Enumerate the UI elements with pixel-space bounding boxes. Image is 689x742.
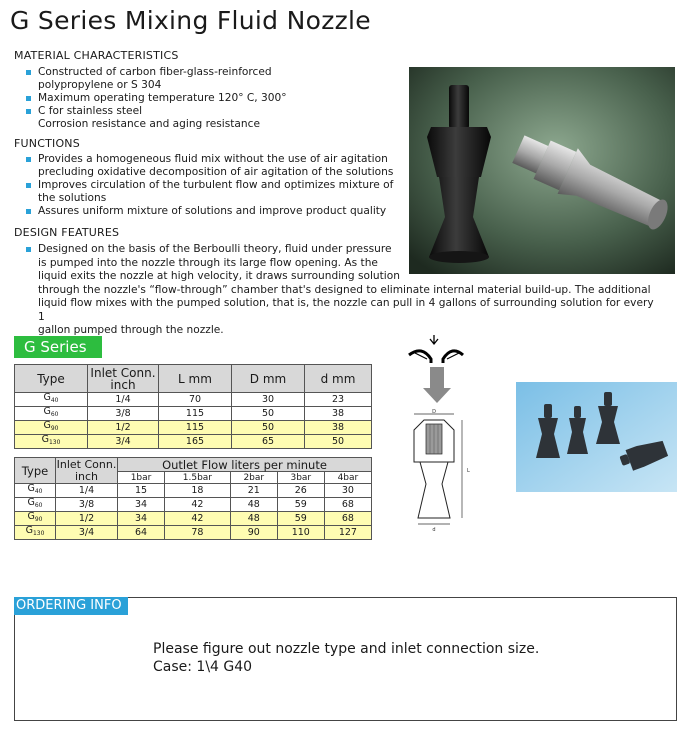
type-cell: G [27,483,35,494]
flow-table [14,457,372,540]
page-title: G Series Mixing Fluid Nozzle [10,6,371,35]
dimension-label: L [467,468,470,474]
functions-heading: FUNCTIONS [14,137,80,150]
type-cell: G [27,511,35,522]
column-header: Type [15,458,56,484]
table-row [15,484,372,498]
ordering-info-tab: ORDERING INFO [14,597,128,615]
table-cell: 3/8 [56,498,118,512]
table-cell: 3/8 [88,407,159,421]
ordering-info-text [153,640,539,676]
table-cell: 1/2 [88,421,159,435]
ordering-line: Please figure out nozzle type and inlet connection size. [153,641,540,657]
table-cell: 70 [159,393,232,407]
table-row [15,526,372,540]
table-cell: 1/4 [56,484,118,498]
type-cell: G [25,525,33,536]
series-label: G Series [14,336,102,358]
column-header: Inlet Conn. inch [56,457,117,483]
list-item: Constructed of carbon fiber-glass-reinforced [26,66,287,79]
table-cell: 1/2 [56,512,118,526]
table-cell: 50 [232,421,305,435]
table-cell: 26 [277,484,324,498]
table-row [15,512,372,526]
table-cell: 127 [324,526,371,540]
pressure-header: 1.5bar [165,472,231,484]
table-cell: 30 [232,393,305,407]
type-subscript: 40 [34,488,43,495]
list-item: Assures uniform mixture of solutions and improve product quality [26,205,393,218]
table-cell: 34 [118,512,165,526]
text-line: gallon pumped through the nozzle. [38,324,224,336]
list-item: the solutions [38,192,107,204]
table-cell: 165 [159,435,232,449]
table-cell: 15 [118,484,165,498]
table-cell: 1/4 [88,393,159,407]
table-cell: 42 [165,498,231,512]
type-subscript: 90 [34,516,43,523]
pressure-header: 4bar [324,472,371,484]
table-row [15,393,372,407]
list-item: Provides a homogeneous fluid mix without the use of air agitation [26,153,393,166]
type-subscript: 130 [48,439,61,446]
table-row [15,498,372,512]
table-cell: 38 [305,407,372,421]
type-cell: G [41,434,49,445]
table-cell: 18 [165,484,231,498]
column-header: Type [15,365,88,393]
table-cell: 59 [277,512,324,526]
list-item: Maximum operating temperature 120° C, 300° [26,92,287,105]
column-header: Outlet Flow liters per minute [118,458,372,472]
design-heading: DESIGN FEATURES [14,226,120,239]
type-subscript: 130 [32,530,45,537]
type-subscript: 90 [50,425,59,432]
type-cell: G [43,420,51,431]
ordering-example: Case: 1\4 G40 [153,659,253,675]
table-cell: 23 [305,393,372,407]
material-heading: MATERIAL CHARACTERISTICS [14,49,179,62]
column-header: Inlet Conn. inch [88,365,159,393]
dimension-label: D [432,409,436,415]
nozzle-product-photo [409,67,675,274]
list-item: C for stainless steel [26,105,287,118]
list-item: Corrosion resistance and aging resistance [38,118,260,130]
text-line: liquid exits the nozzle at high velocity, it draws surrounding solution [38,270,400,282]
table-cell: 50 [232,407,305,421]
type-cell: G [43,406,51,417]
material-list [26,66,287,131]
type-subscript: 40 [50,397,59,404]
list-item: Improves circulation of the turbulent flow and optimizes mixture of [26,179,393,192]
dimension-label: d [432,527,436,533]
dimensions-table [14,364,372,449]
type-subscript: 60 [50,411,59,418]
pressure-header: 1bar [118,472,165,484]
table-cell: 68 [324,498,371,512]
table-row [15,421,372,435]
table-cell: 115 [159,407,232,421]
table-cell: 78 [165,526,231,540]
table-cell: 48 [230,498,277,512]
column-header: d mm [305,365,372,393]
text-line: is pumped into the nozzle through its large flow opening. As the [38,256,378,269]
pressure-header: 2bar [230,472,277,484]
table-cell: 3/4 [56,526,118,540]
pressure-header: 3bar [277,472,324,484]
bullet-icon [26,247,31,252]
table-cell: 64 [118,526,165,540]
table-cell: 65 [232,435,305,449]
functions-list [26,153,393,218]
table-cell: 3/4 [88,435,159,449]
table-cell: 68 [324,512,371,526]
table-cell: 38 [305,421,372,435]
list-item: polypropylene or S 304 [38,79,162,91]
table-cell: 30 [324,484,371,498]
type-cell: G [43,392,51,403]
nozzle-family-photo [516,382,677,492]
table-cell: 110 [277,526,324,540]
column-header: D mm [232,365,305,393]
table-cell: 21 [230,484,277,498]
table-cell: 90 [230,526,277,540]
type-cell: G [27,497,35,508]
table-cell: 115 [159,421,232,435]
text-line: through the nozzle's “flow-through” chamber that's designed to eliminate internal material build-up. The additional [38,283,651,296]
text-line: Designed on the basis of the Berboulli theory, fluid under pressure [38,243,392,255]
table-cell: 48 [230,512,277,526]
type-subscript: 60 [34,502,43,509]
table-cell: 59 [277,498,324,512]
nozzle-technical-drawing [404,408,474,538]
list-item: precluding oxidative decomposition of air agitation of the solutions [38,166,394,178]
flow-arrow-diagram [407,333,467,405]
table-cell: 50 [305,435,372,449]
text-line: liquid flow mixes with the pumped solution, that is, the nozzle can pull in 4 gallons of surrounding solution for every 1 [38,297,654,323]
table-cell: 42 [165,512,231,526]
table-row [15,435,372,449]
table-row [15,407,372,421]
table-cell: 34 [118,498,165,512]
column-header: L mm [159,365,232,393]
